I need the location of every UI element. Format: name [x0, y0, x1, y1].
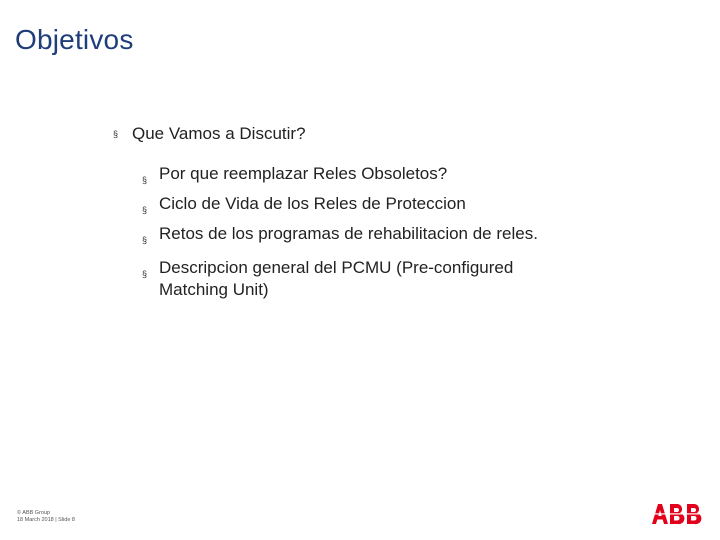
bullet-icon: §: [113, 129, 119, 139]
sub-bullet-text: Retos de los programas de rehabilitacion de reles.: [159, 224, 538, 243]
sub-bullet-text: Descripcion general del PCMU (Pre-configured Matching Unit): [159, 258, 514, 299]
bullet-icon: §: [142, 269, 148, 279]
sub-bullet-text: Ciclo de Vida de los Reles de Proteccion: [159, 194, 466, 213]
bullet-icon: §: [142, 175, 148, 185]
footer-copyright: © ABB Group: [17, 510, 51, 516]
abb-logo: [652, 503, 704, 525]
footer: [17, 510, 75, 524]
sub-bullet-text: Por que reemplazar Reles Obsoletos?: [159, 164, 448, 183]
footer-date-slide: 18 March 2018 | Slide 8: [17, 517, 75, 523]
main-bullet-text: Que Vamos a Discutir?: [132, 124, 306, 143]
bullet-icon: §: [142, 205, 148, 215]
slide-title: Objetivos: [15, 24, 134, 55]
bullet-icon: §: [142, 235, 148, 245]
